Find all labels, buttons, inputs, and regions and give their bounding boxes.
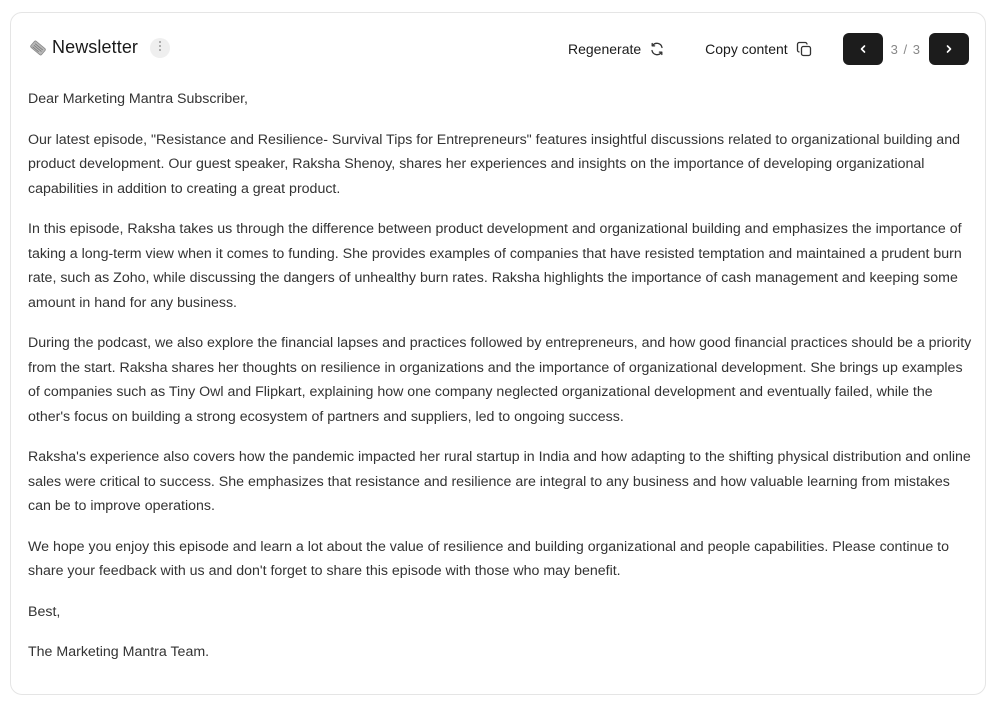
regenerate-button[interactable] — [568, 41, 665, 57]
copy-icon — [796, 41, 813, 58]
paragraph: We hope you enjoy this episode and learn a lot about the value of resilience and building organizational and people capabilities. Please continue to share your feedback with us and don't forget to share this episode with those who may benefit. — [28, 538, 949, 579]
regenerate-label: Regenerate — [567, 41, 642, 57]
current-page: 3 — [890, 41, 899, 57]
next-button[interactable] — [929, 33, 969, 65]
chevron-left-icon — [858, 44, 868, 54]
total-pages: 3 — [912, 41, 921, 57]
page-title: Newsletter — [52, 37, 139, 57]
page-separator: / — [903, 41, 909, 57]
paragraph: During the podcast, we also explore the financial lapses and practices followed by entrepreneurs, and how good financial practices should be a priority from the start. Raksha shares her thoughts on resilience in organizations and the importance of organizational development. She brings up examples of companies such as Tiny Owl and Flipkart, explaining how one company neglected organizational development and eventually failed, while the other's focus on building a strong ecosystem of partners and suppliers, led to ongoing success. — [28, 335, 972, 425]
paragraph: In this episode, Raksha takes us through the difference between product development and organizational building and emphasizes the importance of taking a long-term view when it comes to funding. She provides examples of companies that have resisted temptation and maintained a prudent burn rate, such as Zoho, while discussing the dangers of unhealthy burn rates. Raksha highlights the importance of cash management and keeping some amount in hand for any business. — [28, 221, 962, 311]
card-header — [11, 13, 985, 85]
signature: The Marketing Mantra Team. — [28, 644, 210, 660]
closing: Best, — [28, 603, 61, 620]
refresh-icon — [649, 41, 665, 57]
page-indicator — [891, 42, 921, 57]
header-actions — [568, 33, 969, 65]
copy-content-label: Copy content — [705, 41, 788, 57]
greeting: Dear Marketing Mantra Subscriber, — [28, 91, 248, 107]
newsletter-body — [28, 87, 974, 681]
previous-button[interactable] — [843, 33, 883, 65]
chevron-right-icon — [944, 44, 954, 54]
title-group — [28, 37, 170, 58]
copy-content-button[interactable] — [705, 41, 813, 58]
paragraph: Our latest episode, "Resistance and Resilience- Survival Tips for Entrepreneurs" features insightful discussions related to organizational building and product development. Our guest speaker, Raksha Shenoy, shares her experiences and insights on the importance of developing organizational capabilities in addition to creating a great product. — [28, 131, 960, 197]
newsletter-card — [10, 12, 986, 695]
more-options-button[interactable] — [150, 38, 170, 58]
vertical-dots-icon — [158, 39, 162, 57]
paragraph: Raksha's experience also covers how the pandemic impacted her rural startup in India and how adapting to the shifting physical distribution and online sales were critical to success. She emphasizes that resistance and resilience are integral to any business and how valuable learning from mistakes can be to improve operations. — [28, 449, 971, 514]
newspaper-icon — [28, 38, 48, 58]
